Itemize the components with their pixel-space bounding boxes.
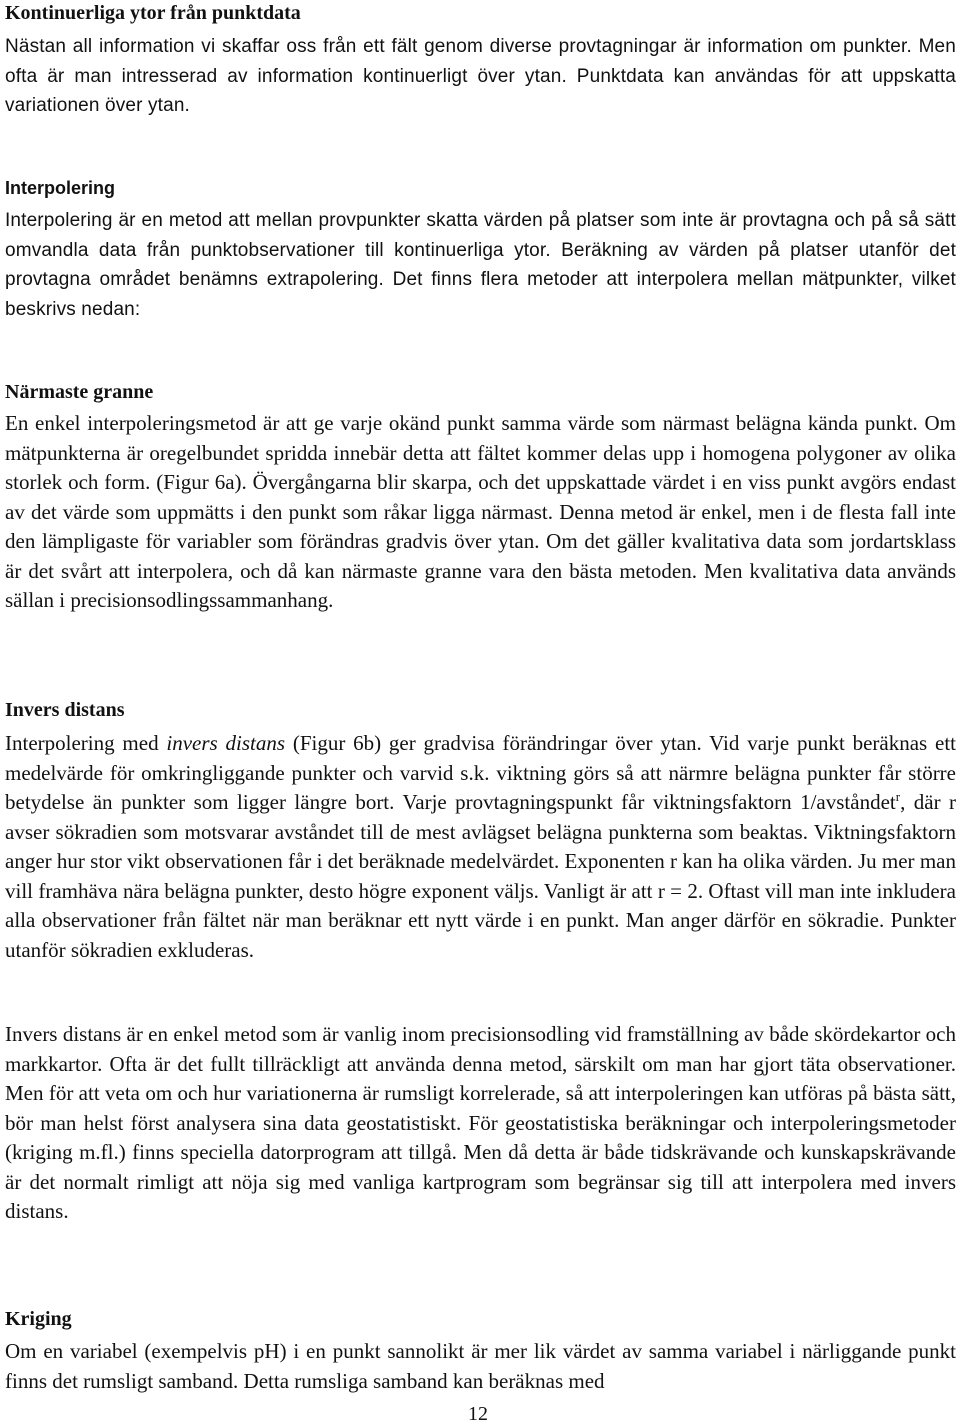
page-number: 12 xyxy=(468,1403,488,1425)
invers-text-a: Interpolering med xyxy=(5,731,167,755)
paragraph-narmaste-granne: En enkel interpoleringsmetod är att ge varje okänd punkt samma värde som närmast belägna kända punkt. Om mätpunkterna är oregelbundet spridda innebär detta att fältet kommer delas upp i homogena polygoner av olika storlek och form. (Figur 6a). Övergångarna blir skarpa, och det uppskattade värdet i en viss punkt avgörs endast av det värde som uppmätts i den punkt som råkar ligga närmast. Denna metod är enkel, men i de flesta fall inte den lämpligaste för variabler som förändras gradvis över ytan. Om det gäller kvalitativa data som jordartsklass är det svårt att interpolera, och då kan närmaste granne vara den bästa metoden. Men kvalitativa data används sällan i precisionsodlingssammanhang. xyxy=(5,411,956,612)
paragraph-kriging: Om en variabel (exempelvis pH) i en punkt sannolikt är mer lik värdet av samma variabel i närliggande punkt finns det rumsligt samband. Detta rumsliga samband kan beräknas med xyxy=(5,1339,956,1393)
section-heading-invers-distans: Invers distans xyxy=(5,699,125,721)
invers-superscript: r xyxy=(895,789,901,804)
invers-text-b: (Figur 6b) ger gradvisa förändringar över ytan. Vid varje punkt beräknas ett medelvärde för omkringliggande punkter och varvid s.k. viktning görs så att närmre belägna punkter får större betydelse än punkter som ligger längre bort. Varje provtagningspunkt får viktningsfaktorn 1/avståndet xyxy=(5,731,957,814)
invers-emphasis: invers distans xyxy=(166,731,286,755)
section-heading-interpolering: Interpolering xyxy=(5,178,116,198)
section-heading-kontinuerliga: Kontinuerliga ytor från punktdata xyxy=(5,2,301,24)
section-heading-narmaste-granne: Närmaste granne xyxy=(5,381,154,403)
invers-text-c: , där r avser sökradien som motsvarar avståndet till de mest avlägset belägna punkterna som beaktas. Viktningsfaktorn anger hur stor vikt observationen får i det beräknade medelvärdet. Exponenten r kan ha olika värden. Ju mer man vill framhäva nära belägna punkter, desto högre exponent väljs. Vanligt är att r = 2. Oftast vill man inte inkludera alla observationer från fältet när man beräknar ett nytt värde i en punkt. Man anger därför en sökradie. Punkter utanför sökradien exkluderas. xyxy=(5,790,956,962)
paragraph-kontinuerliga: Nästan all information vi skaffar oss från ett fält genom diverse provtagningar är information om punkter. Men ofta är man intresserad av information kontinuerligt över ytan. Punktdata kan användas för att uppskatta variationen över ytan. xyxy=(5,36,956,116)
section-heading-kriging: Kriging xyxy=(5,1308,72,1330)
paragraph-interpolering: Interpolering är en metod att mellan provpunkter skatta värden på platser som inte är provtagna och på så sätt omvandla data från punktobservationer till kontinuerliga ytor. Beräkning av värden på platser utanför det provtagna området benämns extrapolering. Det finns flera metoder att interpolera mellan mätpunkter, vilket beskrivs nedan: xyxy=(5,210,956,320)
paragraph-invers-distans-1 xyxy=(5,729,956,965)
paragraph-invers-distans-2: Invers distans är en enkel metod som är vanlig inom precisionsodling vid framställning av både skördekartor och markkartor. Ofta är det fullt tillräckligt att använda denna metod, särskilt om man har gjort täta observationer. Men för att veta om och hur variationerna är rumsligt korrelerade, så att interpoleringen kan utföras på bästa sätt, bör man helst först analysera sina data geostatistiskt. För geostatistiska beräkningar och interpoleringsmetoder (kriging m.fl.) finns speciella datorprogram att tillgå. Men då detta är både tidskrävande och kunskapskrävande är det normalt rimligt att nöja sig med vanliga kartprogram som begränsar sig till att interpolera med invers distans. xyxy=(5,1022,956,1223)
